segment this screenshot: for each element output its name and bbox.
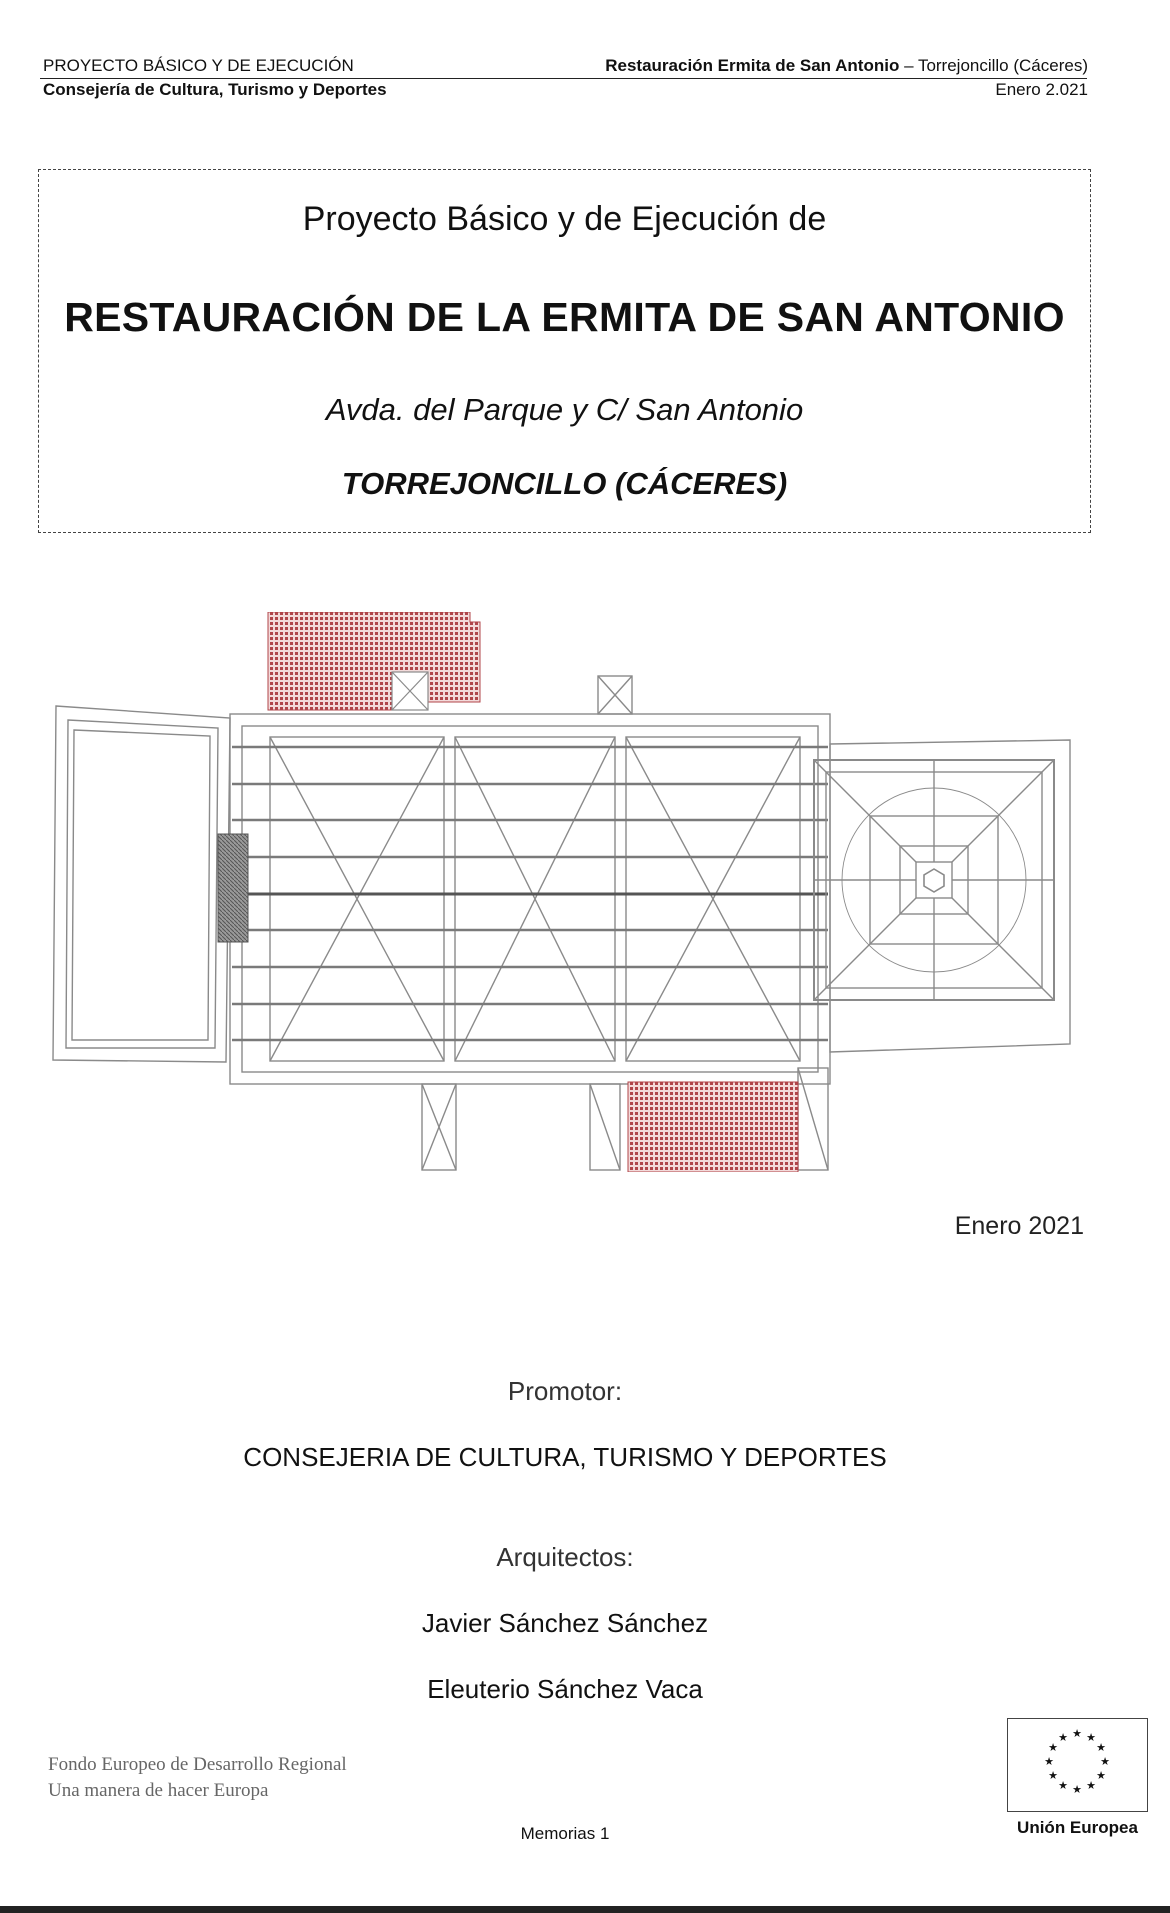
svg-text:★: ★: [1072, 1783, 1082, 1796]
fund-line: Fondo Europeo de Desarrollo Regional: [48, 1754, 347, 1775]
tiled-roof-top: [268, 612, 480, 710]
svg-text:★: ★: [1048, 1741, 1058, 1754]
promotor-label: Promotor:: [507, 1376, 623, 1406]
svg-text:★: ★: [1086, 1779, 1096, 1792]
header-rule: [40, 78, 1087, 79]
fund-slogan: Una manera de hacer Europa: [48, 1780, 269, 1801]
page-label: Memorias 1: [520, 1824, 610, 1843]
document-date: Enero 2021: [954, 1212, 1084, 1240]
architect-name: Javier Sánchez Sánchez: [421, 1608, 709, 1638]
porch-inner: [66, 720, 218, 1048]
town: TORREJONCILLO (CÁCERES): [341, 466, 788, 501]
svg-text:★: ★: [1100, 1755, 1110, 1768]
architects-label: Arquitectos:: [496, 1542, 634, 1572]
porch-outline: [53, 706, 230, 1062]
title-intro: Proyecto Básico y de Ejecución de: [302, 200, 827, 238]
apse-outline: [830, 740, 1070, 1052]
svg-text:★: ★: [1086, 1731, 1096, 1744]
svg-text:★: ★: [1058, 1779, 1068, 1792]
main-title: RESTAURACIÓN DE LA ERMITA DE SAN ANTONIO: [64, 294, 1065, 340]
header-project-title: [605, 55, 1088, 77]
header-project-location: – Torrejoncillo (Cáceres): [899, 56, 1088, 75]
svg-text:★: ★: [1096, 1741, 1106, 1754]
svg-text:★: ★: [1044, 1755, 1054, 1768]
address: Avda. del Parque y C/ San Antonio: [325, 392, 804, 427]
bottom-edge: [0, 1906, 1170, 1913]
eu-caption: Unión Europea: [1017, 1818, 1138, 1837]
hatched-wall: [218, 834, 248, 942]
lantern-hexagon: [924, 869, 944, 892]
architect-name: Eleuterio Sánchez Vaca: [427, 1674, 703, 1704]
header-project-name: Restauración Ermita de San Antonio: [605, 56, 900, 75]
header-date: Enero 2.021: [995, 80, 1088, 99]
header-client: Consejería de Cultura, Turismo y Deportes: [43, 80, 387, 99]
header-project-type: PROYECTO BÁSICO Y DE EJECUCIÓN: [43, 56, 354, 75]
svg-text:★: ★: [1072, 1727, 1082, 1740]
title-box: [38, 169, 1091, 533]
svg-text:★: ★: [1048, 1769, 1058, 1782]
promotor-name: CONSEJERIA DE CULTURA, TURISMO Y DEPORTES: [243, 1442, 887, 1472]
svg-text:★: ★: [1096, 1769, 1106, 1782]
tiled-roof-bottom: [628, 1082, 798, 1172]
eu-stars-icon: [1008, 1719, 1146, 1810]
svg-text:★: ★: [1058, 1731, 1068, 1744]
roof-plan-drawing: [50, 612, 1080, 1172]
eu-flag: [1007, 1718, 1148, 1812]
nave-outline: [230, 714, 830, 1084]
